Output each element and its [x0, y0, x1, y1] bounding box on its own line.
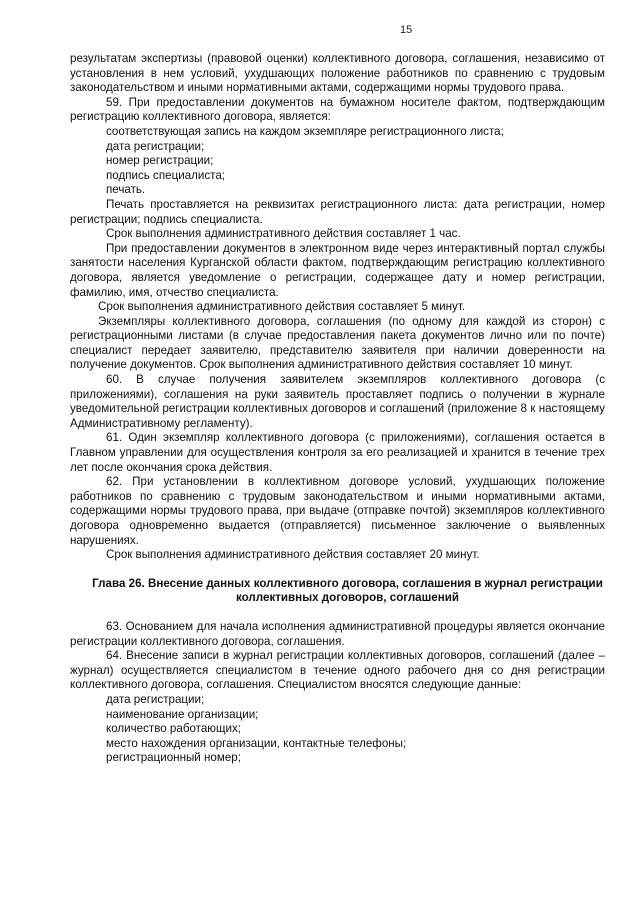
paragraph: 61. Один экземпляр коллективного договора (с приложениями), соглашения остается в Главном управлении для осуществления контроля за его реализацией и хранится в течение трех лет после окончания срока действия.	[70, 431, 605, 474]
list-item: печать.	[106, 183, 146, 197]
list-item: наименование организации;	[106, 707, 259, 721]
chapter-heading: Глава 26. Внесение данных коллективного договора, соглашения в журнал регистрации коллективных договоров, соглашений	[92, 576, 603, 605]
paragraph: 62. При установлении в коллективном договоре условий, ухудшающих положение работников по сравнению с трудовым законодательством и иными нормативными актами, содержащими нормы трудового права, при выдаче (отправке почтой) экземпляров коллективного договора одновременно выдается (отправляется) письменное заключение о выявленных нарушениях.	[70, 475, 605, 547]
list-item: количество работающих;	[106, 722, 242, 736]
list-item: место нахождения организации, контактные телефоны;	[106, 736, 407, 750]
paragraph: Срок выполнения административного действия составляет 20 минут.	[106, 548, 480, 562]
paragraph: 59. При предоставлении документов на бумажном носителе фактом, подтверждающим регистрацию коллективного договора, является:	[70, 95, 605, 124]
paragraph: результатам экспертизы (правовой оценки) коллективного договора, соглашения, независимо от установления в нем условий, ухудшающих положение работников по сравнению с трудовым законодательством и иными нормативными актами, содержащими нормы трудового права.	[70, 52, 605, 95]
page-number: 15	[400, 24, 413, 36]
paragraph: 63. Основанием для начала исполнения административной процедуры является окончание регистрации коллективного договора, соглашения.	[70, 619, 605, 648]
list-item: дата регистрации;	[106, 139, 205, 153]
paragraph: 64. Внесение записи в журнал регистрации коллективных договоров, соглашений (далее – журнал) осуществляется специалистом в течение одного рабочего дня со дня регистрации коллективного договора, соглашения. Специалистом вносятся следующие данные:	[70, 649, 605, 692]
list-item: соответствующая запись на каждом экземпляре регистрационного листа;	[106, 124, 504, 138]
list-item: регистрационный номер;	[106, 751, 241, 765]
document-body	[70, 52, 605, 766]
list-item: номер регистрации;	[106, 154, 214, 168]
paragraph: 60. В случае получения заявителем экземпляров коллективного договора (с приложениями), соглашения на руки заявитель проставляет подпись о получении в журнале уведомительной регистрации коллективных договоров и соглашений (приложение 8 к настоящему Административному регламенту).	[70, 373, 605, 430]
text-block-2	[70, 620, 605, 766]
paragraph: При предоставлении документов в электронном виде через интерактивный портал службы занятости населения Курганской области фактом, подтверждающим регистрацию коллективного договора, является уведомление о регистрации, содержащее дату и номер регистрации, фамилию, имя, отчество специалиста.	[70, 241, 605, 299]
list-item: подпись специалиста;	[106, 168, 226, 182]
list-item: дата регистрации;	[106, 692, 205, 706]
paragraph: Печать проставляется на реквизитах регистрационного листа: дата регистрации, номер регистрации; подпись специалиста.	[70, 197, 605, 226]
paragraph: Срок выполнения административного действия составляет 1 час.	[106, 227, 461, 241]
text-block-1	[70, 52, 605, 563]
paragraph: Срок выполнения административного действия составляет 5 минут.	[98, 300, 466, 314]
paragraph: Экземпляры коллективного договора, соглашения (по одному для каждой из сторон) с регистрационными листами (в случае предоставления пакета документов лично или по почте) специалист передает заявителю, представителю заявителя при наличии доверенности на получение документов. Срок выполнения административного действия составляет 10 минут.	[70, 314, 605, 372]
